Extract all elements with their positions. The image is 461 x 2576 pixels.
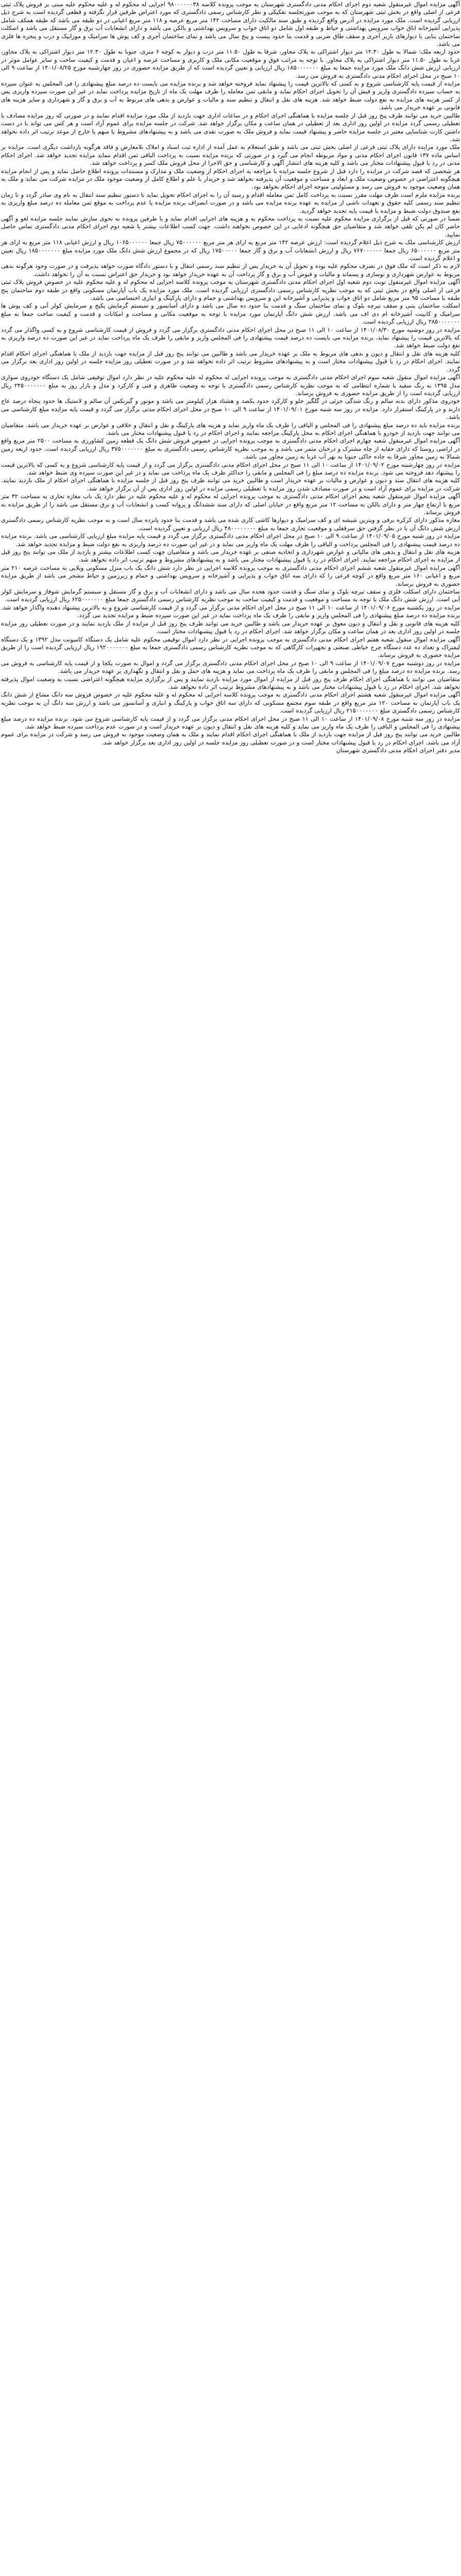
notice-paragraph: طالبین خرید می توانند ظرف پنج روز قبل از جلسه مزایده با هماهنگی اجرای احکام و در ساعات اداری جهت بازدید از ملک مورد مزایده اقدام نمایند و در صورتی که روز مزایده مصادف با تعطیلی رسمی گردد مزایده در اولین روز اداری بعد از تعطیلی در همان ساعت و مکان برگزار خواهد شد. شرکت در جلسه مزایده برای عموم آزاد است و هر کس می تواند با در دست داشتن کارت شناسایی معتبر در جلسه مزایده حاضر و پیشنهاد قیمت نماید و فروش ملک به صورت نقدی می باشد و به پیشنهادهای مشروط یا مبهم یا خارج از موعد ترتیب اثر داده نخواهد شد. xyxy=(1,111,460,143)
notice-paragraph: مزایده در روز دوشنبه مورخ ۱۴۰۱/۰۹/۰۷ از ساعت ۹ الی ۱۰ صبح در محل اجرای احکام مدنی دادگستری برگزار می گردد و اموال به صورت یکجا و از قیمت پایه کارشناسی به فروش می رسد. برنده مزایده ده درصد مبلغ را فی المجلس و مابقی را ظرف یک ماه پرداخت می نماید و هزینه های حمل و نقل و انتقال و نگهداری بر عهده خریدار می باشد. xyxy=(1,659,460,675)
notice-paragraph: آگهی مزایده اموال منقول شعبه هفتم اجرای احکام مدنی دادگستری به موجب پرونده اجرایی در نظر دارد اموال توقیفی محکوم علیه شامل یک دستگاه کامیونت مدل ۱۳۹۲ و یک دستگاه لیفتراک و تعداد ده عدد دستگاه چرخ خیاطی صنعتی و تجهیزات کارگاهی که به موجب نظریه کارشناس رسمی دادگستری جمعا به مبلغ ۱۹۲۰۰۰۰۰۰۰ ریال ارزیابی گردیده است را از طریق مزایده حضوری به فروش برساند. xyxy=(1,635,460,659)
notice-signature: مدیر دفتر اجرای احکام مدنی دادگستری شهرستان xyxy=(336,747,460,754)
notice-paragraph: مزایده در روز دوشنبه مورخ ۱۴۰۱/۰۸/۳۰ از ساعت ۱۰ الی ۱۱ صبح در محل اجرای احکام مدنی دادگستری برگزار می گردد و فروش از قیمت کارشناسی شروع و به کسی واگذار می گردد که بالاترین قیمت را پیشنهاد نماید. برنده مزایده می بایست ده درصد قیمت پیشنهادی را فی المجلس واریز و مابقی را ظرف یک ماه پرداخت نماید در غیر این صورت ده درصد واریزی به نفع دولت ضبط خواهد شد. xyxy=(1,326,460,349)
notice-paragraph: کلیه هزینه های انتقال سند و دیون و عوارض و مالیات بر عهده خریدار است و طالبین خرید می توانند ظرف پنج روز قبل از جلسه مزایده با هماهنگی اجرای احکام از ملک بازدید نمایند. شرکت در مزایده برای عموم آزاد است و در صورت مصادف شدن روز مزایده با تعطیلی رسمی مزایده در اولین روز اداری پس از آن برگزار خواهد شد. xyxy=(1,477,460,492)
notice-paragraph: آگهی مزایده اموال غیرمنقول شعبه پنجم اجرای احکام مدنی دادگستری به موجب پرونده اجرایی له محکوم له و علیه محکوم علیه در نظر دارد یک باب مغازه تجاری به مساحت ۳۲ متر مربع با ارتفاع چهار متر و دارای بالکن به مساحت ۱۲ متر مربع واقع در خیابان اصلی که دارای سند ششدانگ و پروانه کسب و انشعابات آب و برق مستقل می باشد را از طریق مزایده به فروش برساند. xyxy=(1,493,460,516)
auction-notice-body xyxy=(1,1,460,755)
notice-paragraph: آگهی مزایده اموال منقول شعبه سوم اجرای احکام مدنی دادگستری به موجب پرونده اجرایی له محکوم له علیه محکوم علیه در نظر دارد اموال توقیفی شامل یک دستگاه خودروی سواری مدل ۱۳۹۵ به رنگ سفید با شماره انتظامی که به موجب نظریه کارشناس رسمی دادگستری با توجه به وضعیت ظاهری و فنی و کارکرد و مدل و بازار روز به مبلغ ۲۴۵۰۰۰۰۰۰۰ ریال ارزیابی گردیده است را از طریق مزایده حضوری به فروش برساند. xyxy=(1,374,460,397)
notice-paragraph: مزایده در روز چهارشنبه مورخ ۱۴۰۱/۰۹/۰۲ از ساعت ۱۰ الی ۱۱ صبح در محل اجرای احکام مدنی دادگستری برگزار می گردد و از قیمت پایه کارشناسی شروع و به کسی که بالاترین قیمت را پیشنهاد دهد فروخته می شود. برنده مزایده ده درصد مبلغ را فی المجلس و مابقی را حداکثر ظرف یک ماه پرداخت می نماید و در غیر این صورت سپرده وی ضبط خواهد شد. xyxy=(1,461,460,476)
notice-paragraph: لازم به ذکر است که ملک فوق در تصرف محکوم علیه بوده و تحویل آن به خریدار پس از تنظیم سند رسمی انتقال و با دستور دادگاه صورت خواهد پذیرفت و در صورت وجود هرگونه بدهی مربوط به عوارض شهرداری و نوسازی و پسماند و مالیات و قبوض آب و برق و گاز پرداخت آن به عهده خریدار خواهد بود و خریدار حق اعتراض نسبت به آن را نخواهد داشت. xyxy=(1,262,460,278)
notice-paragraph: آگهی مزایده اموال غیرمنقول نوبت دوم شعبه اول اجرای احکام مدنی دادگستری شهرستان به موجب پرونده کلاسه اجرایی له محکوم له و علیه محکوم علیه در خصوص فروش پلاک ثبتی فرعی از اصلی واقع در بخش ثبتی که به موجب نظریه کارشناس رسمی دادگستری ارزیابی گردیده است. ملک مورد مزایده یک باب آپارتمان مسکونی واقع در طبقه دوم ساختمان پنج طبقه با مساحت ۹۵ متر مربع شامل دو اتاق خواب و پذیرایی و آشپزخانه اپن و سرویس بهداشتی و حمام و دارای پارکینگ و انباری اختصاصی می باشد. xyxy=(1,278,460,302)
notice-paragraph: طالبین خرید می توانند پنج روز قبل از مزایده جهت بازدید از ملک با هماهنگی اجرای احکام اقدام نمایند و ملک به همان وضعیت موجود به فروش می رسد و شرکت در مزایده برای عموم آزاد می باشد. اجرای احکام در رد یا قبول پیشنهادات مختار است و در صورت تعطیلی روز مزایده جلسه در اولین روز اداری بعد برگزار خواهد شد. xyxy=(1,731,460,746)
notice-paragraph: خودروی مذکور دارای بدنه سالم و رنگ شدگی جزئی در گلگیر جلو و کارکرد حدود یکصد و هشتاد هزار کیلومتر می باشد و موتور و گیربکس آن سالم و لاستیک ها حدود پنجاه درصد عاج دارند و در پارکینگ استقرار دارد. مزایده در روز سه شنبه مورخ ۱۴۰۱/۰۹/۰۱ از ساعت ۹ الی ۱۰ صبح در محل اجرای احکام مدنی برگزار می گردد و قیمت پایه مزایده مبلغ کارشناسی می باشد. xyxy=(1,397,460,421)
notice-paragraph: مزایده در روز سه شنبه مورخ ۱۴۰۱/۰۹/۰۸ از ساعت ۱۰ الی ۱۱ صبح در محل اجرای احکام مدنی برگزار می گردد و از قیمت پایه کارشناسی شروع می شود. برنده مزایده ده درصد مبلغ پیشنهادی را فی المجلس و الباقی را ظرف یک ماه واریز می نماید و کلیه هزینه های نقل و انتقال و دیون بر عهده خریدار است و در صورت عدم پرداخت سپرده ضبط خواهد شد. xyxy=(1,715,460,730)
notice-paragraph: مغازه مذکور دارای کرکره برقی و ویترین شیشه ای و کف سرامیک و دیوارها کاشی کاری شده می باشد و قدمت بنا حدود پانزده سال است و به موجب نظریه کارشناس رسمی دادگستری ارزش شش دانگ آن با در نظر گرفتن حق سرقفلی و موقعیت تجاری جمعا به مبلغ ۴۸۰۰۰۰۰۰۰۰ ریال ارزیابی و تعیین گردیده است. xyxy=(1,516,460,532)
notice-paragraph: مزایده در روز یکشنبه مورخ ۱۴۰۱/۰۹/۰۶ از ساعت ۱۰ الی ۱۱ صبح در محل اجرای احکام مدنی برگزار می گردد و از قیمت کارشناسی شروع و به بالاترین پیشنهاد دهنده واگذار خواهد شد. برنده مزایده ده درصد مبلغ پیشنهادی را فی المجلس واریز و مابقی را ظرف یک ماه پرداخت نماید در غیر این صورت سپرده ضبط و مزایده تجدید می گردد. xyxy=(1,603,460,619)
notice-paragraph: آگهی مزایده اموال غیرمنقول شعبه ششم اجرای احکام مدنی دادگستری به موجب پرونده کلاسه اجرایی در نظر دارد شش دانگ یک باب منزل مسکونی ویلایی به مساحت عرصه ۲۱۰ متر مربع و اعیانی ۱۶۰ متر مربع واقع در کوچه فرعی را که دارای سه اتاق خواب و پذیرایی و آشپزخانه و سرویس بهداشتی و حمام و زیرزمین و حیاط مشجر می باشد از طریق مزایده حضوری به فروش برساند. xyxy=(1,564,460,587)
notice-paragraph: هزینه های نقل و انتقال و بدهی های مالیاتی و عوارض شهرداری و اتحادیه صنفی بر عهده خریدار می باشد و متقاضیان جهت کسب اطلاعات بیشتر و بازدید از ملک می توانند پنج روز قبل از مزایده به اجرای احکام مراجعه نمایند. اجرای احکام در رد یا قبول پیشنهادات مختار می باشد و به پیشنهادهای مشروط و مبهم ترتیب اثر داده نخواهد شد. xyxy=(1,548,460,564)
notice-paragraph: هر شخصی که قصد شرکت در مزایده را دارد قبل از شروع جلسه مزایده با مراجعه به اجرای احکام از وضعیت ملک و مدارک و مستندات پرونده اطلاع حاصل نماید و پس از انجام مزایده هیچگونه اعتراضی در خصوص وضعیت ملک و ابعاد و مساحت و موقعیت آن پذیرفته نخواهد شد و خریدار با علم و اطلاع کامل از وضعیت موجود ملک در مزایده شرکت می نماید و ملک به همان وضعیت موجود به فروش می رسد و مسئولیتی متوجه اجرای احکام نخواهد بود. xyxy=(1,167,460,191)
notice-paragraph: کلیه هزینه های قانونی و نقل و انتقال و دیون معوق بر عهده خریدار می باشد و طالبین خرید می توانند ظرف پنج روز قبل از مزایده از ملک بازدید نمایند و در صورت تعطیلی روز مزایده جلسه در اولین روز اداری بعد در همان ساعت و مکان برگزار خواهد شد. اجرای احکام در رد یا قبول پیشنهادات مختار است. xyxy=(1,619,460,635)
notice-paragraph: ضمنا در صورتی که قبل از برگزاری مزایده محکوم علیه نسبت به پرداخت محکوم به و هزینه های اجرایی اقدام نماید و یا طرفین پرونده به نحوی سازش نمایند جلسه مزایده لغو و آگهی حاضر کان لم یکن تلقی خواهد شد و متقاضیان حق هیچگونه ادعایی در این خصوص نخواهند داشت. جهت کسب اطلاعات بیشتر با شعبه دوم اجرای احکام مدنی دادگستری تماس حاصل نمایید. xyxy=(1,214,460,238)
notice-paragraph: برنده مزایده ملزم است ظرف مهلت مقرر نسبت به پرداخت کامل ثمن معامله اقدام و رسید آن را به اجرای احکام تحویل نماید تا دستور تنظیم سند انتقال به نام وی صادر گردد و تا زمان تنظیم سند رسمی کلیه حقوق و تعهدات ناشی از مزایده به عهده برنده مزایده می باشد و در صورت انصراف برنده مزایده یا عدم پرداخت به موقع ثمن معامله ده درصد مبلغ واریزی به نفع صندوق دولت ضبط و مزایده با قیمت پایه تجدید خواهد گردید. xyxy=(1,191,460,214)
notice-paragraph: اسکلت ساختمان بتنی و سقف تیرچه بلوک و نمای ساختمان سنگ و قدمت بنا حدود ده سال می باشد و دارای آسانسور و سیستم گرمایش پکیج و سرمایش کولر آبی و کف پوش ها سرامیک و کابینت آشپزخانه ام دی اف می باشد. ارزش شش دانگ آپارتمان مورد مزایده با توجه به موقعیت مکانی و مساحت و امکانات و قدمت و کیفیت ساخت جمعا به مبلغ ۲۸۵۰۰۰۰۰۰۰ ریال ارزیابی گردیده است. xyxy=(1,302,460,326)
notice-paragraph: آگهی مزایده اموال غیرمنقول شعبه هشتم اجرای احکام مدنی دادگستری به موجب پرونده کلاسه اجرایی له محکوم له و علیه محکوم علیه در خصوص فروش سه دانگ مشاع از شش دانگ یک باب آپارتمان به مساحت ۱۲۰ متر مربع واقع در طبقه سوم مجتمع مسکونی که دارای سه اتاق خواب و پارکینگ و انباری و آسانسور می باشد و ارزش سه دانگ آن به موجب نظریه کارشناس رسمی دادگستری مبلغ ۲۱۵۰۰۰۰۰۰۰ ریال ارزیابی گردیده است. xyxy=(1,691,460,715)
notice-paragraph: آگهی مزایده اموال غیرمنقول شعبه چهارم اجرای احکام مدنی دادگستری به موجب پرونده اجرایی در خصوص فروش شش دانگ یک قطعه زمین کشاورزی به مساحت ۲۵۰۰ متر مربع واقع در اراضی روستا که دارای حقابه از چاه مشترک و درختان مثمر می باشد و به موجب نظریه کارشناس رسمی دادگستری به مبلغ ۳۷۵۰۰۰۰۰۰۰ ریال ارزیابی گردیده است. حدود اربعه زمین شمالا به زمین مجاور شرقا به جاده خاکی جنوبا به نهر آب غربا به زمین مجاور می باشد. xyxy=(1,437,460,461)
notice-paragraph: آگهی مزایده اموال غیرمنقول شعبه دوم اجرای احکام مدنی دادگستری شهرستان به موجب پرونده کلاسه ۹۸۰۰۰۰۰۰۳۸ اجرایی له محکوم له و علیه محکوم علیه مبنی بر فروش پلاک ثبتی فرعی از اصلی واقع در بخش ثبتی شهرستان که به موجب صورتجلسه تفکیکی و نظر کارشناس رسمی دادگستری که مورد اعتراض طرفین قرار نگرفته و قطعی گردیده است به شرح ذیل ارزیابی گردیده است. ملک مورد مزایده در آدرس واقع گردیده و طبق سند مالکیت دارای مساحت ۱۴۲ متر مربع عرصه و ۱۱۸ متر مربع اعیانی در دو طبقه می باشد که طبقه همکف شامل پذیرایی آشپزخانه اتاق خواب سرویس بهداشتی و حیاط و طبقه اول شامل دو اتاق خواب و سرویس بهداشتی و بالکن می باشد و دارای انشعابات آب برق و گاز مستقل می باشد و اسکلت ساختمان بنایی با دیوارهای باربر آجری و سقف طاق ضربی و قدمت بنا حدود بیست و پنج سال می باشد و نمای ساختمان آجری و کف پوش ها سرامیک و موزاییک و درب و پنجره ها فلزی می باشد. xyxy=(1,1,460,48)
notice-paragraph: مزایده از قیمت پایه کارشناسی شروع و به کسی که بالاترین قیمت را پیشنهاد نماید فروخته خواهد شد و برنده مزایده می بایست ده درصد مبلغ پیشنهادی را فی المجلس به عنوان سپرده به حساب سپرده دادگستری واریز و فیش آن را تحویل اجرای احکام نماید و مابقی ثمن معامله را ظرف مهلت یک ماه از تاریخ مزایده پرداخت نماید در غیر این صورت سپرده واریزی پس از کسر هزینه های مزایده به نفع دولت ضبط خواهد شد. هزینه های نقل و انتقال و تنظیم سند و مالیات و عوارض و بدهی های مربوط به آب و برق و گاز و شهرداری و سایر هزینه های قانونی بر عهده خریدار می باشد. xyxy=(1,80,460,111)
notice-paragraph: ملک مورد مزایده دارای پلاک ثبتی فرعی از اصلی بخش ثبتی می باشد و طبق استعلام به عمل آمده از اداره ثبت اسناد و املاک بلامعارض و فاقد هرگونه بازداشت دیگری است. مزایده بر اساس ماده ۱۳۷ قانون اجرای احکام مدنی و مواد مربوطه انجام می گیرد و در صورتی که برنده مزایده نسبت به پرداخت الباقی ثمن اقدام ننماید مزایده تجدید خواهد شد. اجرای احکام مدنی در رد یا قبول پیشنهادات مختار می باشد و کلیه هزینه های انتشار آگهی و کارشناسی و حق الاجرا از محل فروش ملک کسر و پرداخت خواهد شد. xyxy=(1,143,460,167)
notice-paragraph: متقاضیان می توانند با هماهنگی اجرای احکام ظرف پنج روز قبل از مزایده از اموال مورد مزایده بازدید نمایند و پس از برگزاری مزایده هیچگونه اعتراضی نسبت به وضعیت اموال پذیرفته نخواهد شد. اجرای احکام در رد یا قبول پیشنهادات مختار می باشد و به پیشنهادهای مشروط ترتیب اثر داده نخواهد شد. xyxy=(1,675,460,690)
notice-paragraph: حدود اربعه ملک: شمالا به طول ۱۲.۳۰ متر دیوار اشتراکی به پلاک مجاور، شرقا به طول ۱۱.۵۰ متر درب و دیوار به کوچه ۶ متری، جنوبا به طول ۱۲.۳۰ متر دیوار اشتراکی به پلاک مجاور، غربا به طول ۱۱.۵۰ متر دیوار اشتراکی به پلاک مجاور. با توجه به مراتب فوق و موقعیت مکانی ملک و کاربری و مساحت عرصه و اعیان و قدمت و کیفیت ساخت و سایر عوامل موثر در ارزیابی ارزش شش دانگ ملک مورد مزایده جمعا به مبلغ ۱۸۵۰۰۰۰۰۰۰ ریال ارزیابی و تعیین گردیده است که از طریق مزایده حضوری در روز چهارشنبه مورخ ۱۴۰۱/۰۸/۲۵ از ساعت ۹ الی ۱۰ صبح در محل اجرای احکام مدنی دادگستری به فروش می رسد. xyxy=(1,48,460,79)
notice-paragraph: کلیه هزینه های نقل و انتقال و دیون و بدهی های مربوط به ملک بر عهده خریدار می باشد و طالبین می توانند پنج روز قبل از مزایده جهت بازدید از ملک با هماهنگی اجرای احکام اقدام نمایند. اجرای احکام در رد یا قبول پیشنهادات مختار است و به پیشنهادهای مشروط ترتیب اثر داده نخواهد شد و در صورت تعطیلی روز مزایده جلسه در اولین روز اداری بعد برگزار می گردد. xyxy=(1,349,460,373)
notice-paragraph: برنده مزایده باید ده درصد مبلغ پیشنهادی را فی المجلس و الباقی را ظرف یک ماه واریز نماید و هزینه های پارکینگ و نقل و انتقال و خلافی و عوارض بر عهده خریدار می باشد. متقاضیان می توانند جهت بازدید از خودرو با هماهنگی اجرای احکام به محل پارکینگ مراجعه نمایند و اجرای احکام در رد یا قبول پیشنهادات مختار می باشد. xyxy=(1,421,460,436)
notice-paragraph: ارزش کارشناسی ملک به شرح ذیل اعلام گردیده است: ارزش عرصه ۱۴۲ متر مربع به ازای هر متر مربع ۷۵۰۰۰۰۰۰ ریال جمعا ۱۰۶۵۰۰۰۰۰۰ ریال و ارزش اعیانی ۱۱۸ متر مربع به ازای هر متر مربع ۶۵۰۰۰۰۰۰ ریال جمعا ۷۶۷۰۰۰۰۰۰ ریال و ارزش انشعابات آب و برق و گاز جمعا ۱۷۵۰۰۰۰۰ ریال که در مجموع ارزش شش دانگ ملک مورد مزایده مبلغ ۱۸۵۰۰۰۰۰۰۰ ریال تعیین و اعلام گردیده است. xyxy=(1,239,460,262)
notice-paragraph: مزایده در روز شنبه مورخ ۱۴۰۱/۰۹/۰۵ از ساعت ۹ الی ۱۰ صبح در محل اجرای احکام مدنی دادگستری برگزار می گردد و قیمت پایه مزایده مبلغ ارزیابی کارشناسی می باشد. برنده مزایده ده درصد قیمت پیشنهادی را فی المجلس پرداخت و الباقی را ظرف مهلت یک ماه واریز می نماید و در غیر این صورت ده درصد واریزی به نفع دولت ضبط و مزایده تجدید خواهد شد. xyxy=(1,532,460,548)
notice-paragraph: ساختمان دارای اسکلت فلزی و سقف تیرچه بلوک و نمای سنگ و قدمت حدود هجده سال می باشد و دارای انشعابات آب و برق و گاز مستقل و سیستم گرمایش شوفاژ و سرمایش کولر آبی است. ارزش شش دانگ ملک با توجه به مساحت و موقعیت و قدمت و کیفیت ساخت به موجب نظریه کارشناس رسمی دادگستری جمعا مبلغ ۶۲۵۰۰۰۰۰۰۰ ریال ارزیابی گردیده است. xyxy=(1,588,460,603)
